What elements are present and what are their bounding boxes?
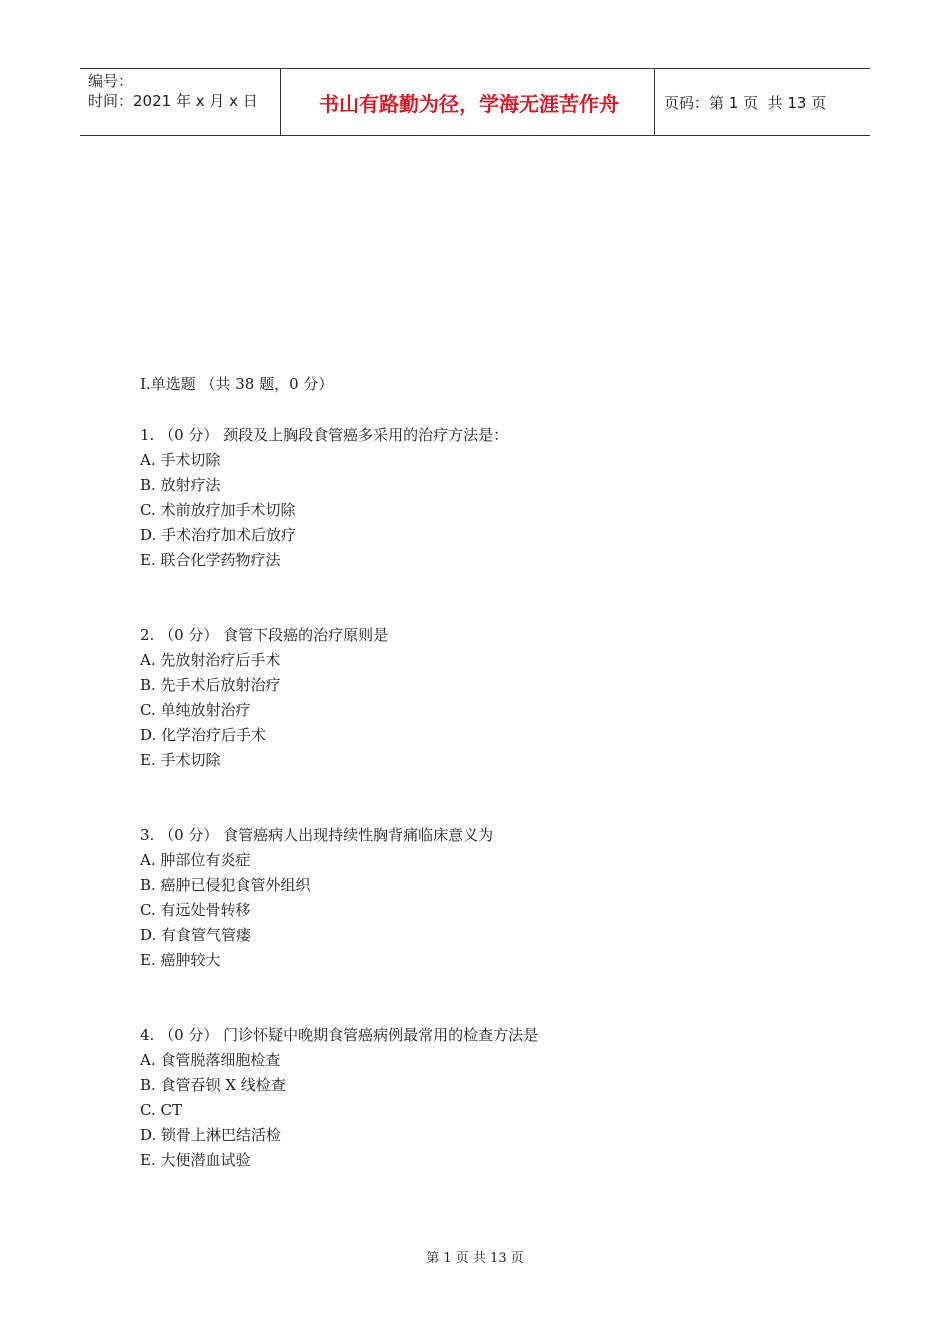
option-d: D. 化学治疗后手术 (140, 726, 267, 744)
question-stem: 1. （0 分） 颈段及上胸段食管癌多采用的治疗方法是： (140, 426, 509, 444)
option-d: D. 有食管气管瘘 (140, 926, 252, 944)
question-stem: 2. （0 分） 食管下段癌的治疗原则是 (140, 626, 389, 644)
option-b: B. 癌肿已侵犯食管外组织 (140, 876, 311, 894)
option-e: E. 手术切除 (140, 751, 221, 769)
option-a: A. 肿部位有炎症 (140, 851, 251, 869)
option-a: A. 手术切除 (140, 451, 221, 469)
option-c: C. 有远处骨转移 (140, 901, 251, 919)
header-motto: 书山有路勤为径，学海无涯苦作舟 (319, 92, 619, 116)
option-d: D. 锁骨上淋巴结活检 (140, 1126, 282, 1144)
section-title: I.单选题 （共 38 题，0 分） (140, 375, 334, 393)
question-item (140, 1023, 840, 1173)
header-divider (654, 69, 655, 135)
question-item (140, 423, 840, 573)
exam-content (140, 374, 840, 1223)
option-a: A. 先放射治疗后手术 (140, 651, 281, 669)
option-b: B. 先手术后放射治疗 (140, 676, 281, 694)
page-header (80, 68, 870, 136)
question-stem: 4. （0 分） 门诊怀疑中晚期食管癌病例最常用的检查方法是 (140, 1026, 539, 1044)
header-page-label: 页码：第 1 页 共 13 页 (664, 94, 827, 112)
page-footer: 第 1 页 共 13 页 (426, 1251, 524, 1266)
option-c: C. 术前放疗加手术切除 (140, 501, 296, 519)
question-item (140, 823, 840, 973)
header-page-number (664, 69, 826, 136)
option-e: E. 大便潜血试验 (140, 1151, 251, 1169)
option-c: C. CT (140, 1101, 182, 1119)
header-divider (280, 69, 281, 135)
document-number-label: 编号： (88, 72, 134, 90)
question-item (140, 623, 840, 773)
document-date-label: 时间：2021 年 x 月 x 日 (88, 92, 258, 110)
option-b: B. 放射疗法 (140, 476, 221, 494)
option-e: E. 联合化学药物疗法 (140, 551, 281, 569)
option-b: B. 食管吞钡 X 线检查 (140, 1076, 286, 1094)
option-a: A. 食管脱落细胞检查 (140, 1051, 281, 1069)
option-d: D. 手术治疗加术后放疗 (140, 526, 297, 544)
option-e: E. 癌肿较大 (140, 951, 221, 969)
option-c: C. 单纯放射治疗 (140, 701, 251, 719)
question-stem: 3. （0 分） 食管癌病人出现持续性胸背痛临床意义为 (140, 826, 494, 844)
header-meta (88, 71, 258, 111)
